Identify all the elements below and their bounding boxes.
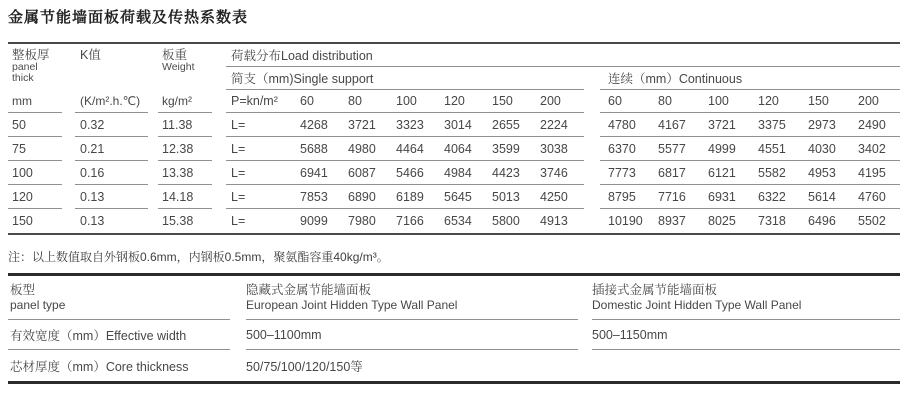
load-value-cell: 6941 (296, 161, 344, 185)
panel-thickness-cell: 150 (12, 214, 33, 228)
column-gap (148, 137, 158, 161)
column-gap (578, 350, 592, 381)
load-value-cell: 3323 (392, 113, 440, 137)
panel-thickness-cell: 50 (8, 113, 62, 137)
load-value-cell: 5800 (492, 214, 520, 228)
span-header: 200 (536, 90, 584, 113)
domestic-type-zh: 插接式金属节能墙面板 (592, 283, 718, 297)
k-value-cell: 0.13 (80, 214, 105, 228)
span-header: 60 (600, 90, 650, 113)
load-value-cell: 10190 (608, 214, 643, 228)
span-header: 60 (296, 90, 344, 113)
panel-type-zh: 板型 (10, 283, 36, 297)
column-gap (584, 67, 600, 90)
page-title: 金属节能墙面板荷载及传热系数表 (8, 9, 249, 26)
span-header: 200 (850, 90, 900, 113)
load-value-cell: 4980 (344, 137, 392, 161)
load-value-cell: 4984 (440, 161, 488, 185)
header-k-unit: (K/m².h.℃) (80, 94, 141, 108)
hidden-type-en: European Joint Hidden Type Wall Panel (246, 298, 458, 312)
load-distribution-title: 荷载分布Load distribution (226, 44, 900, 67)
column-gap (148, 161, 158, 185)
column-gap (212, 113, 226, 137)
panel-thickness-cell: 100 (8, 161, 62, 185)
span-header: 150 (488, 90, 536, 113)
panel-thickness-cell: 120 (8, 185, 62, 209)
table-row (8, 137, 900, 161)
l-equals-label: L= (226, 113, 296, 137)
span-header: 80 (650, 90, 700, 113)
load-value-cell: 4250 (536, 185, 584, 209)
load-value-cell: 6121 (700, 161, 750, 185)
load-value-cell: 2655 (488, 113, 536, 137)
load-value-cell: 3038 (536, 137, 584, 161)
weight-cell: 13.38 (158, 161, 212, 185)
load-value-cell: 5688 (296, 137, 344, 161)
table-row (8, 350, 900, 381)
load-value-cell: 5502 (858, 214, 886, 228)
column-gap (584, 209, 600, 233)
load-value-cell: 4760 (850, 185, 900, 209)
continuous-header: 连续（mm）Continuous (600, 67, 900, 90)
hidden-type-panel-cell (246, 276, 578, 320)
column-gap (212, 185, 226, 209)
load-value-cell: 7980 (348, 214, 376, 228)
column-gap (584, 113, 600, 137)
effective-width-value: 500–1150mm (592, 320, 900, 350)
load-value-cell: 4551 (750, 137, 800, 161)
load-value-cell: 3746 (536, 161, 584, 185)
load-value-cell: 4780 (600, 113, 650, 137)
load-value-cell: 5645 (440, 185, 488, 209)
column-gap (62, 113, 75, 137)
load-value-cell: 5013 (488, 185, 536, 209)
domestic-type-en: Domestic Joint Hidden Type Wall Panel (592, 298, 802, 312)
load-value-cell: 6534 (444, 214, 472, 228)
column-gap (212, 137, 226, 161)
weight-cell: 12.38 (158, 137, 212, 161)
load-value-cell: 2490 (850, 113, 900, 137)
load-value-cell: 3721 (700, 113, 750, 137)
load-value-cell: 9099 (300, 214, 328, 228)
header-weight-en: Weight (162, 61, 195, 73)
k-value-cell: 0.21 (75, 137, 148, 161)
effective-width-value: 500–1100mm (246, 320, 578, 350)
load-value-cell: 4999 (700, 137, 750, 161)
table-row (8, 276, 900, 320)
load-value-cell: 6370 (600, 137, 650, 161)
column-gap (148, 185, 158, 209)
load-value-cell: 6087 (344, 161, 392, 185)
core-thickness-value (592, 350, 900, 381)
table-row (8, 161, 900, 185)
column-gap (584, 90, 600, 113)
header-weight (158, 44, 212, 113)
single-support-header: 简支（mm)Single support (226, 67, 584, 90)
table-row (8, 185, 900, 209)
weight-cell: 11.38 (158, 113, 212, 137)
load-value-cell: 4064 (440, 137, 488, 161)
header-thickness-en2: thick (12, 72, 34, 84)
column-gap (148, 44, 158, 113)
load-value-cell: 8937 (658, 214, 686, 228)
load-value-cell: 6931 (700, 185, 750, 209)
load-distribution-header (226, 44, 900, 113)
column-gap (230, 276, 246, 320)
column-gap (578, 320, 592, 350)
load-value-cell: 4913 (540, 214, 568, 228)
load-value-cell: 7716 (650, 185, 700, 209)
load-value-cell: 6189 (392, 185, 440, 209)
column-gap (62, 209, 75, 233)
column-gap (584, 137, 600, 161)
load-value-cell: 3375 (750, 113, 800, 137)
p-label: P=kn/m² (226, 90, 296, 113)
load-value-cell: 3402 (850, 137, 900, 161)
l-equals-label: L= (231, 214, 246, 228)
column-gap (230, 320, 246, 350)
load-value-cell: 6817 (650, 161, 700, 185)
load-value-cell: 4953 (800, 161, 850, 185)
load-value-cell: 6496 (808, 214, 836, 228)
load-value-cell: 5577 (650, 137, 700, 161)
column-gap (62, 185, 75, 209)
span-header: 100 (700, 90, 750, 113)
load-value-cell: 6322 (750, 185, 800, 209)
domestic-type-panel-cell (592, 276, 900, 320)
load-value-cell: 3721 (344, 113, 392, 137)
table-header (8, 44, 900, 113)
column-gap (584, 161, 600, 185)
table-row (8, 113, 900, 137)
table-footnote: 注：以上数值取自外钢板0.6mm，内钢板0.5mm，聚氨酯容重40kg/m³。 (8, 250, 389, 264)
column-gap (212, 161, 226, 185)
load-value-cell: 6890 (344, 185, 392, 209)
load-value-cell: 4167 (650, 113, 700, 137)
k-value-cell: 0.16 (75, 161, 148, 185)
panel-type-en: panel type (10, 298, 66, 312)
column-gap (148, 209, 158, 233)
header-thickness-unit: mm (12, 94, 32, 108)
l-equals-label: L= (226, 137, 296, 161)
span-values-row (226, 90, 900, 113)
span-header: 80 (344, 90, 392, 113)
load-value-cell: 7318 (758, 214, 786, 228)
l-equals-label: L= (226, 185, 296, 209)
column-gap (212, 209, 226, 233)
load-value-cell: 4030 (800, 137, 850, 161)
load-value-cell: 7853 (296, 185, 344, 209)
column-gap (62, 44, 75, 113)
header-k-value (75, 44, 148, 113)
header-thickness-zh: 整板厚 (12, 48, 50, 62)
core-thickness-value: 50/75/100/120/150等 (246, 359, 363, 374)
span-header: 120 (750, 90, 800, 113)
table-row (8, 320, 900, 350)
load-value-cell: 4195 (850, 161, 900, 185)
support-type-row (226, 67, 900, 90)
column-gap (62, 137, 75, 161)
load-value-cell: 3599 (488, 137, 536, 161)
span-header: 100 (392, 90, 440, 113)
column-gap (584, 185, 600, 209)
load-value-cell: 8795 (600, 185, 650, 209)
load-value-cell: 4423 (488, 161, 536, 185)
effective-width-label: 有效宽度（mm）Effective width (8, 320, 230, 350)
header-k-zh: K值 (80, 48, 101, 62)
span-header: 120 (440, 90, 488, 113)
load-value-cell: 3014 (440, 113, 488, 137)
l-equals-label: L= (226, 161, 296, 185)
load-coefficient-table (8, 42, 900, 235)
panel-type-header-cell (8, 276, 230, 320)
header-thickness-en1: panel (12, 61, 38, 73)
table-row (8, 209, 900, 233)
column-gap (62, 161, 75, 185)
column-gap (578, 276, 592, 320)
header-weight-zh: 板重 (162, 48, 188, 62)
load-value-cell: 5466 (392, 161, 440, 185)
panel-type-table (8, 276, 900, 384)
load-value-cell: 7166 (396, 214, 424, 228)
column-gap (148, 113, 158, 137)
weight-cell: 15.38 (162, 214, 194, 228)
load-value-cell: 2973 (800, 113, 850, 137)
load-value-cell: 4268 (296, 113, 344, 137)
weight-cell: 14.18 (158, 185, 212, 209)
header-panel-thickness (8, 44, 62, 113)
load-value-cell: 8025 (708, 214, 736, 228)
core-thickness-label: 芯材厚度（mm）Core thickness (10, 359, 189, 374)
load-value-cell: 4464 (392, 137, 440, 161)
k-value-cell: 0.13 (75, 185, 148, 209)
header-weight-unit: kg/m² (162, 94, 192, 108)
load-value-cell: 5582 (750, 161, 800, 185)
column-gap (230, 350, 246, 381)
k-value-cell: 0.32 (75, 113, 148, 137)
load-value-cell: 2224 (536, 113, 584, 137)
column-gap (212, 44, 226, 113)
hidden-type-zh: 隐藏式金属节能墙面板 (246, 283, 372, 297)
load-value-cell: 7773 (600, 161, 650, 185)
span-header: 150 (800, 90, 850, 113)
panel-thickness-cell: 75 (8, 137, 62, 161)
load-value-cell: 5614 (800, 185, 850, 209)
